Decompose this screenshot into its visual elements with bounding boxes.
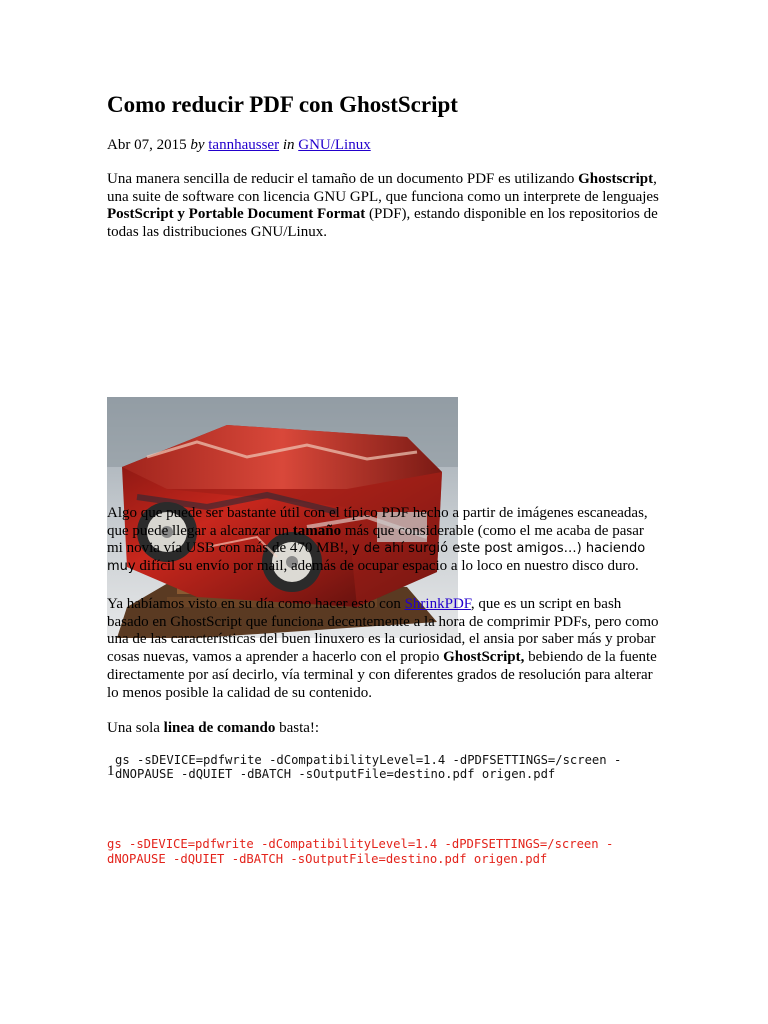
command-red-line-1: gs -sDEVICE=pdfwrite -dCompatibilityLevel=1.4 -dPDFSETTINGS=/screen - bbox=[107, 837, 614, 851]
command-code[interactable] bbox=[115, 753, 655, 781]
postscript-bold: PostScript y Portable Document Format bbox=[107, 206, 366, 223]
paragraph-scanned-pdf: Algo que puede ser bastante útil con el típico PDF hecho a partir de imágenes escaneadas, que puede llegar a alcanzar un tamaño más que considerable (como el me acaba de pasar mi novia vía USB con más de 470 MB!, y de ahí surgió este post amigos…) haciendo muy difícil su envío por mail, además de ocupar espacio a lo loco en nuestro disco duro. bbox=[107, 505, 648, 575]
in-label: in bbox=[282, 137, 295, 153]
paragraph-intro: Una manera sencilla de reducir el tamaño de un documento PDF es utilizando Ghostscript, una suite de software con licencia GNU GPL, que funciona como un interprete de lenguajes PostScript y Portable Document Format (PDF), estando disponible en los repositorios de todas las distribuciones GNU/Linux. bbox=[107, 171, 662, 638]
shrinkpdf-link[interactable]: ShrinkPDF bbox=[404, 596, 471, 612]
post-meta bbox=[107, 136, 371, 154]
alt-font-text: y de ahí surgió este post amigos…) haciendo muy bbox=[107, 541, 646, 575]
post-date: Abr 07, 2015 bbox=[107, 137, 187, 153]
command-red-line-2: dNOPAUSE -dQUIET -dBATCH -sOutputFile=destino.pdf origen.pdf bbox=[107, 852, 548, 866]
ghostscript-bold: Ghostscript bbox=[578, 171, 654, 187]
paragraph-shrinkpdf: Ya habíamos visto en su día como hacer esto con ShrinkPDF, que es un script en bash basado en GhostScript que funciona decentemente a la hora de comprimir PDFs, pero como una de las características del buen linuxero es la curiosidad, el ansia por saber más y probar cosas nuevas, vamos a aprender a hacerlo con el propio GhostScript, bebiendo de la fuente directamente por así decirlo, vía terminal y con diferentes grados de resolución para alterar lo menos posible la calidad de su contenido. bbox=[107, 596, 659, 701]
page-title: Como reducir PDF con GhostScript bbox=[107, 92, 458, 117]
paragraph-command-intro: Una sola linea de comando basta!: bbox=[107, 720, 320, 736]
author-link[interactable]: tannhausser bbox=[208, 137, 280, 153]
command-red-text[interactable] bbox=[107, 837, 647, 867]
tamano-bold: tamaño bbox=[292, 522, 342, 539]
linea-comando-bold: linea de comando bbox=[163, 720, 276, 736]
code-line-number: 1 bbox=[107, 763, 115, 779]
command-line-1: gs -sDEVICE=pdfwrite -dCompatibilityLevel=1.4 -dPDFSETTINGS=/screen - bbox=[115, 753, 622, 767]
ghostscript-bold-2: GhostScript, bbox=[443, 649, 525, 666]
command-line-2: dNOPAUSE -dQUIET -dBATCH -sOutputFile=destino.pdf origen.pdf bbox=[115, 767, 556, 781]
by-label: by bbox=[190, 137, 205, 153]
category-link[interactable]: GNU/Linux bbox=[298, 137, 371, 153]
